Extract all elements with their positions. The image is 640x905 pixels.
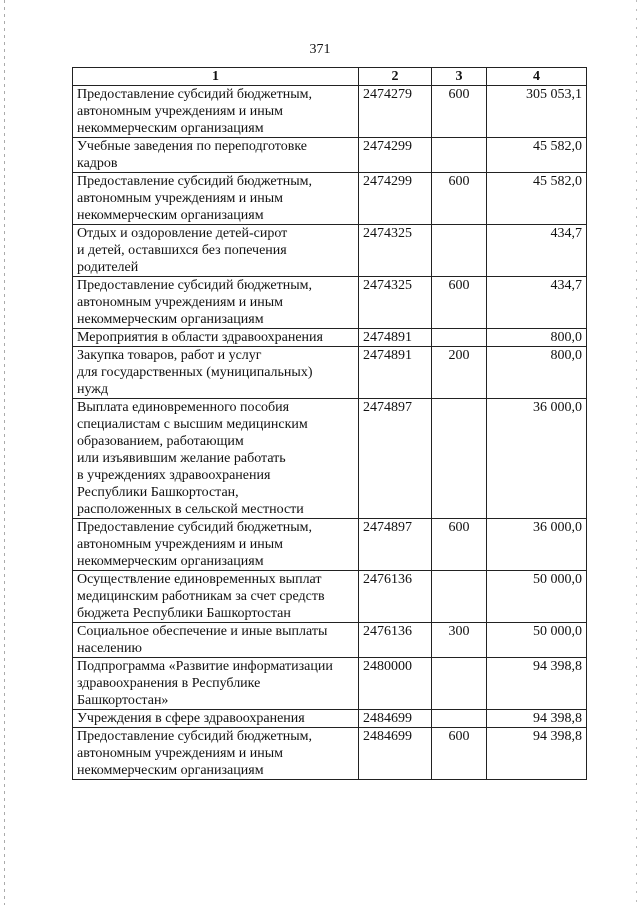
row-name-line: Учреждения в сфере здравоохранения: [77, 711, 305, 726]
row-amount-cell: 305 053,1: [487, 86, 587, 138]
row-name-cell: [73, 571, 359, 623]
row-expense-type-cell: 200: [432, 347, 487, 399]
row-name-cell: [73, 329, 359, 347]
table-body: [73, 86, 587, 780]
row-name-line: Предоставление субсидий бюджетным,: [77, 729, 313, 744]
row-code-cell: 2474325: [359, 225, 432, 277]
row-name-line: специалистам с высшим медицинским: [77, 417, 308, 432]
row-expense-type-cell: 600: [432, 728, 487, 780]
row-name-cell: [73, 399, 359, 519]
table-row: [73, 658, 587, 710]
row-name-cell: [73, 658, 359, 710]
row-amount-cell: 94 398,8: [487, 710, 587, 728]
row-name-cell: [73, 138, 359, 173]
table-row: [73, 329, 587, 347]
row-code-cell: 2480000: [359, 658, 432, 710]
header-col-3: 3: [432, 68, 487, 86]
row-expense-type-cell: [432, 571, 487, 623]
row-name-cell: [73, 277, 359, 329]
table-row: [73, 571, 587, 623]
header-col-4: 4: [487, 68, 587, 86]
row-name-cell: [73, 173, 359, 225]
row-amount-cell: 800,0: [487, 347, 587, 399]
header-col-2: 2: [359, 68, 432, 86]
row-amount-cell: 94 398,8: [487, 728, 587, 780]
row-name-line: расположенных в сельской местности: [77, 502, 304, 517]
page-edge-right: [636, 0, 637, 905]
row-name-line: Осуществление единовременных выплат: [77, 572, 322, 587]
row-code-cell: 2474891: [359, 329, 432, 347]
row-name-cell: [73, 86, 359, 138]
row-name-line: автономным учреждениям и иным: [77, 746, 284, 761]
row-code-cell: 2474897: [359, 399, 432, 519]
row-amount-cell: 434,7: [487, 225, 587, 277]
row-name-line: и детей, оставшихся без попечения: [77, 243, 287, 258]
row-name-line: в учреждениях здравоохранения: [77, 468, 271, 483]
row-expense-type-cell: 600: [432, 277, 487, 329]
row-expense-type-cell: [432, 225, 487, 277]
row-name-line: кадров: [77, 156, 118, 171]
row-amount-cell: 50 000,0: [487, 571, 587, 623]
row-name-cell: [73, 225, 359, 277]
row-expense-type-cell: 600: [432, 86, 487, 138]
row-code-cell: 2474897: [359, 519, 432, 571]
table-row: [73, 519, 587, 571]
table-row: [73, 728, 587, 780]
row-name-line: для государственных (муниципальных): [77, 365, 313, 380]
row-expense-type-cell: 600: [432, 519, 487, 571]
page-edge-left: [4, 0, 5, 905]
table-row: [73, 173, 587, 225]
table-row: [73, 86, 587, 138]
budget-table: [72, 67, 587, 780]
row-name-line: Мероприятия в области здравоохранения: [77, 330, 323, 345]
row-name-line: некоммерческим организациям: [77, 763, 264, 778]
table-row: [73, 225, 587, 277]
row-name-cell: [73, 519, 359, 571]
row-name-line: Предоставление субсидий бюджетным,: [77, 87, 313, 102]
row-name-cell: [73, 728, 359, 780]
row-name-line: некоммерческим организациям: [77, 208, 264, 223]
row-name-line: Закупка товаров, работ и услуг: [77, 348, 262, 363]
row-name-line: Учебные заведения по переподготовке: [77, 139, 308, 154]
row-name-cell: [73, 710, 359, 728]
row-amount-cell: 50 000,0: [487, 623, 587, 658]
row-amount-cell: 45 582,0: [487, 173, 587, 225]
row-name-line: или изъявившим желание работать: [77, 451, 286, 466]
table-row: [73, 623, 587, 658]
row-name-line: автономным учреждениям и иным: [77, 537, 284, 552]
row-name-line: здравоохранения в Республике: [77, 676, 261, 691]
row-code-cell: 2474299: [359, 173, 432, 225]
row-name-line: Республики Башкортостан,: [77, 485, 239, 500]
row-name-line: бюджета Республики Башкортостан: [77, 606, 291, 621]
row-name-line: Подпрограмма «Развитие информатизации: [77, 659, 333, 674]
row-amount-cell: 94 398,8: [487, 658, 587, 710]
row-expense-type-cell: 600: [432, 173, 487, 225]
row-amount-cell: 434,7: [487, 277, 587, 329]
row-expense-type-cell: [432, 710, 487, 728]
row-name-line: населению: [77, 641, 142, 656]
row-name-line: Предоставление субсидий бюджетным,: [77, 278, 313, 293]
row-name-cell: [73, 347, 359, 399]
row-name-line: автономным учреждениям и иным: [77, 104, 284, 119]
row-amount-cell: 36 000,0: [487, 519, 587, 571]
row-code-cell: 2474279: [359, 86, 432, 138]
row-name-line: Предоставление субсидий бюджетным,: [77, 520, 313, 535]
row-code-cell: 2476136: [359, 623, 432, 658]
row-expense-type-cell: [432, 399, 487, 519]
row-amount-cell: 36 000,0: [487, 399, 587, 519]
row-name-line: Отдых и оздоровление детей-сирот: [77, 226, 288, 241]
row-expense-type-cell: 300: [432, 623, 487, 658]
row-code-cell: 2474299: [359, 138, 432, 173]
table-row: [73, 347, 587, 399]
table-row: [73, 277, 587, 329]
table-header-row: [73, 68, 587, 86]
row-name-line: медицинским работникам за счет средств: [77, 589, 325, 604]
row-code-cell: 2484699: [359, 728, 432, 780]
row-name-line: родителей: [77, 260, 139, 275]
row-code-cell: 2474891: [359, 347, 432, 399]
row-code-cell: 2474325: [359, 277, 432, 329]
table-row: [73, 138, 587, 173]
row-expense-type-cell: [432, 658, 487, 710]
table-row: [73, 399, 587, 519]
row-name-line: Социальное обеспечение и иные выплаты: [77, 624, 328, 639]
row-name-line: образованием, работающим: [77, 434, 244, 449]
row-code-cell: 2484699: [359, 710, 432, 728]
row-name-line: Башкортостан»: [77, 693, 169, 708]
row-name-line: некоммерческим организациям: [77, 121, 264, 136]
table-row: [73, 710, 587, 728]
row-expense-type-cell: [432, 329, 487, 347]
row-name-line: автономным учреждениям и иным: [77, 295, 284, 310]
row-code-cell: 2476136: [359, 571, 432, 623]
row-name-cell: [73, 623, 359, 658]
row-name-line: автономным учреждениям и иным: [77, 191, 284, 206]
row-name-line: Выплата единовременного пособия: [77, 400, 290, 415]
page-number: 371: [309, 42, 331, 57]
row-name-line: Предоставление субсидий бюджетным,: [77, 174, 313, 189]
row-name-line: некоммерческим организациям: [77, 312, 264, 327]
header-col-1: 1: [73, 68, 359, 86]
row-amount-cell: 800,0: [487, 329, 587, 347]
row-amount-cell: 45 582,0: [487, 138, 587, 173]
row-name-line: некоммерческим организациям: [77, 554, 264, 569]
row-expense-type-cell: [432, 138, 487, 173]
row-name-line: нужд: [77, 382, 109, 397]
